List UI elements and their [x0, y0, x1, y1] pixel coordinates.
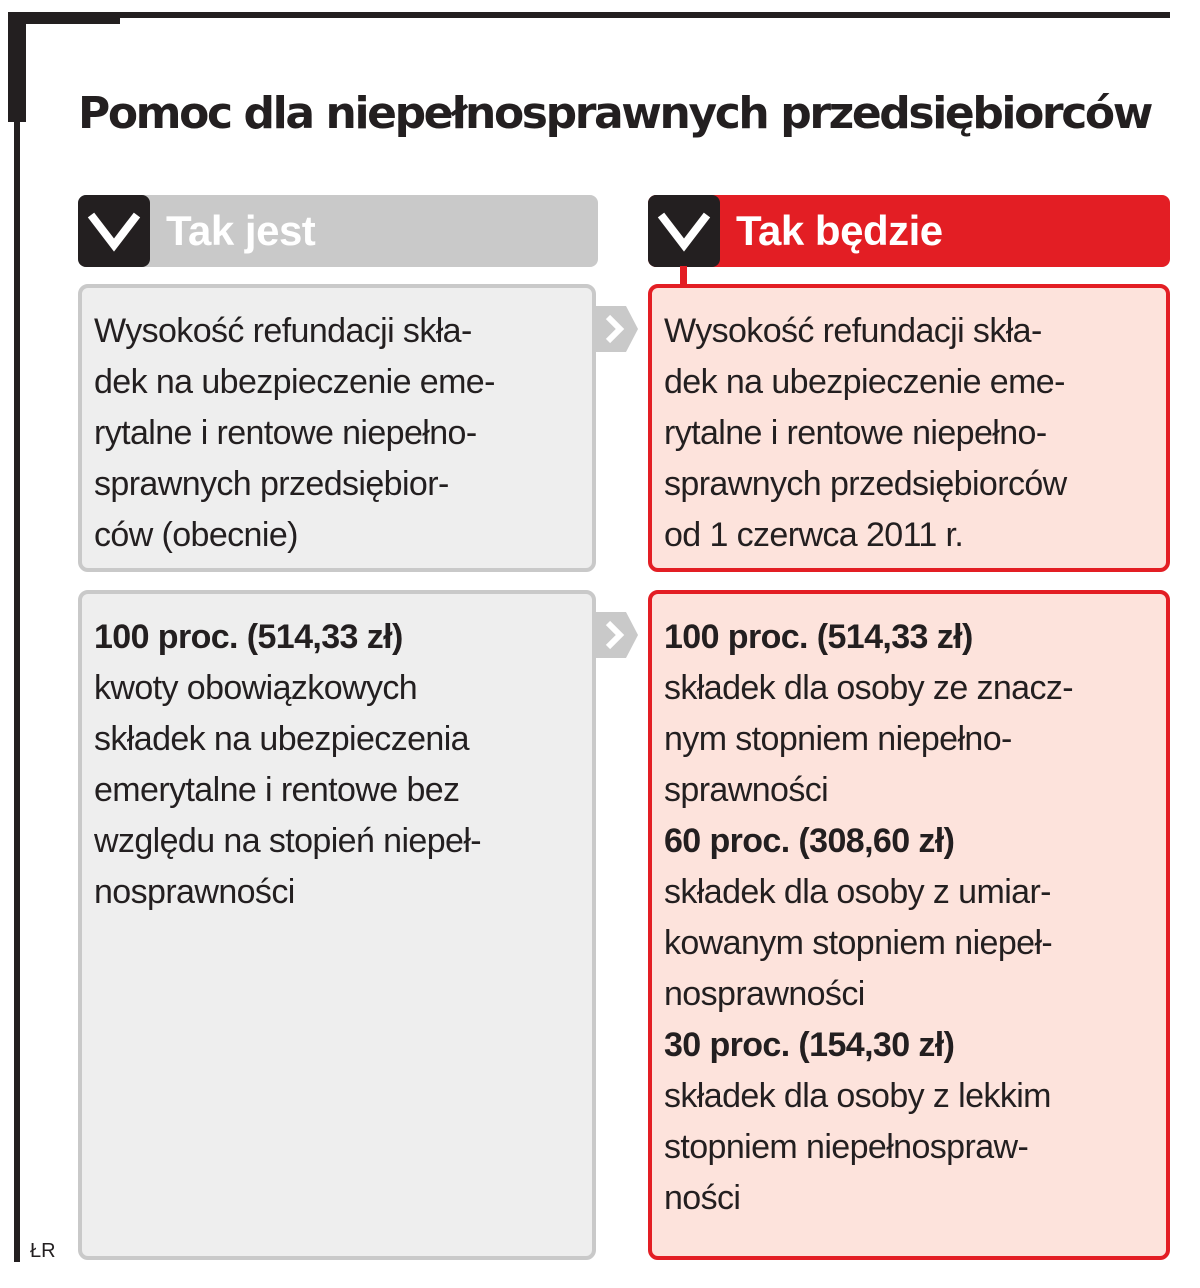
text-line: Wysokość refundacji skła-: [664, 312, 1042, 350]
text-line: kwoty obowiązkowych: [94, 669, 418, 707]
text-line: składek na ubezpieczenia: [94, 720, 469, 758]
text-line: sprawności: [664, 771, 829, 809]
arrow-right-icon: [596, 612, 638, 658]
text-line: od 1 czerwca 2011 r.: [664, 516, 964, 554]
text-line: stopniem niepełnospraw-: [664, 1128, 1029, 1166]
text-line: względu na stopień niepeł-: [94, 822, 482, 860]
text-line: składek dla osoby z umiar-: [664, 873, 1051, 911]
header-label-old: Tak jest: [166, 207, 316, 254]
text-line: składek dla osoby z lekkim: [664, 1077, 1051, 1115]
cell-row1-new: [648, 284, 1170, 572]
text-line: sprawnych przedsiębior-: [94, 465, 449, 503]
check-icon: [648, 195, 720, 267]
amount-label: 30 proc. (154,30 zł): [664, 1026, 955, 1064]
amount-label: 100 proc. (514,33 zł): [94, 618, 403, 656]
header-label-new: Tak będzie: [736, 207, 943, 254]
cell-row2-old: [78, 590, 596, 1260]
text-line: emerytalne i rentowe bez: [94, 771, 460, 809]
text-line: ców (obecnie): [94, 516, 298, 554]
author-credit: ŁR: [30, 1240, 56, 1262]
arrow-right-icon: [596, 306, 638, 352]
amount-label: 100 proc. (514,33 zł): [664, 618, 973, 656]
check-icon: [78, 195, 150, 267]
frame-top-rule: [18, 12, 1170, 18]
text-line: dek na ubezpieczenie eme-: [94, 363, 495, 401]
cell-row2-new: [648, 590, 1170, 1260]
frame-left-rule: [14, 12, 20, 1262]
text-line: rytalne i rentowe niepełno-: [94, 414, 477, 452]
text-line: nym stopniem niepełno-: [664, 720, 1012, 758]
text-line: ności: [664, 1179, 741, 1217]
header-tak-bedzie: [648, 195, 1170, 267]
header-tak-jest: [78, 195, 598, 267]
text-line: dek na ubezpieczenie eme-: [664, 363, 1065, 401]
text-line: kowanym stopniem niepeł-: [664, 924, 1053, 962]
text-line: rytalne i rentowe niepełno-: [664, 414, 1047, 452]
text-line: nosprawności: [94, 873, 295, 911]
frame-corner-accent-vertical: [8, 12, 26, 122]
text-line: składek dla osoby ze znacz-: [664, 669, 1074, 707]
cell-row1-old: [78, 284, 596, 572]
header-connector: [680, 266, 687, 286]
infographic-title: Pomoc dla niepełnosprawnych przedsiębiorców: [78, 88, 1151, 139]
text-line: Wysokość refundacji skła-: [94, 312, 472, 350]
amount-label: 60 proc. (308,60 zł): [664, 822, 955, 860]
text-line: sprawnych przedsiębiorców: [664, 465, 1067, 503]
text-line: nosprawności: [664, 975, 865, 1013]
